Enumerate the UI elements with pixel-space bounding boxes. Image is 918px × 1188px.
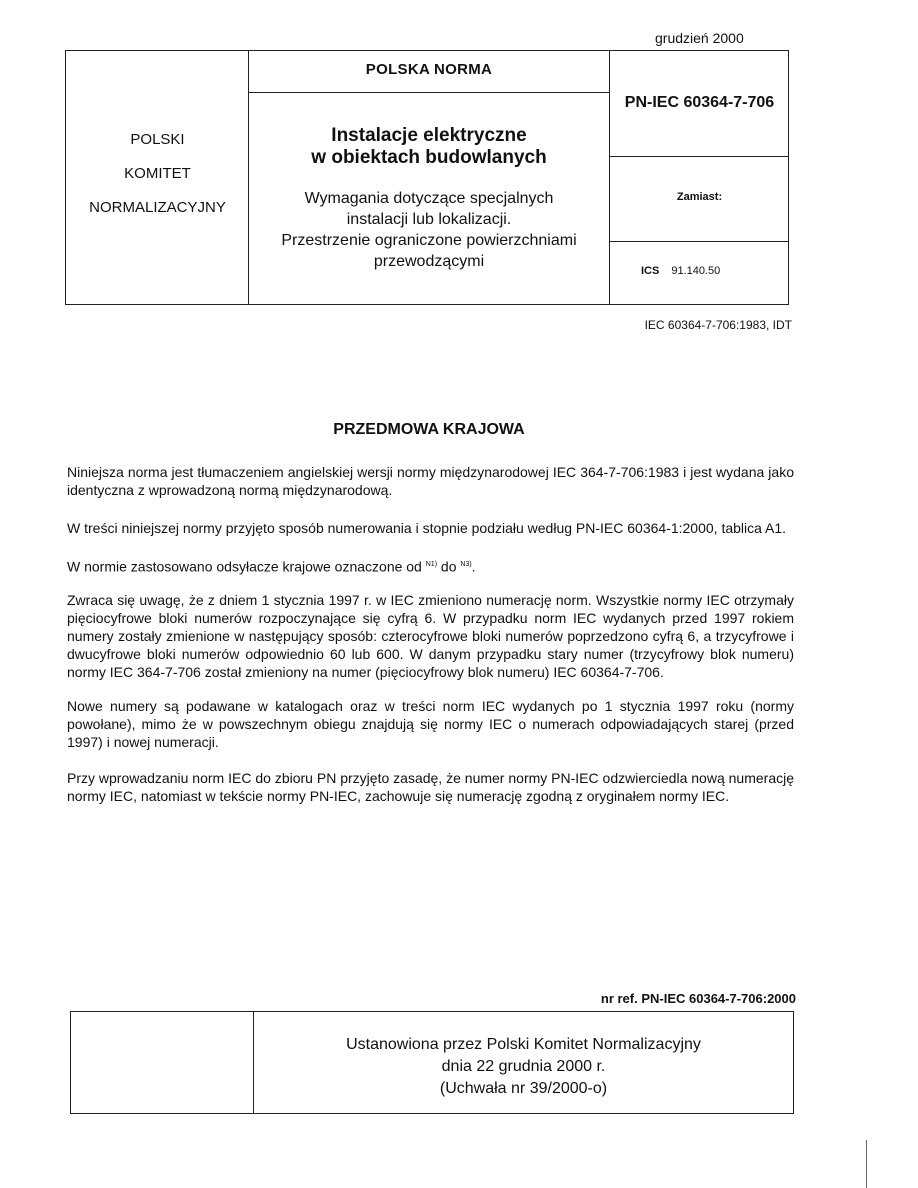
approval-text <box>254 1034 793 1100</box>
foreword-paragraph: Zwraca się uwagę, że z dniem 1 stycznia 1997 r. w IEC zmieniono numerację norm. Wszystkie normy IEC otrzymały pięciocyfrowe bloki numerów rozpoczynające się cyfrą 6. W przypadku norm IEC wydanych przed 1997 rokiem numery zostały zmienione w następujący sposób: czterocyfrowe bloki numerów poprzedzono cyfrą 6, a trzycyfrowe i dwucyfrowe bloki numerów odpowiednio 60 lub 600. W danym przypadku stary numer (trzycyfrowy blok numeru) normy IEC 364-7-706 został zmieniony na numer (pięciocyfrowy blok numeru) IEC 60364-7-706. <box>67 592 794 680</box>
committee-line: NORMALIZACYJNY <box>89 199 226 216</box>
issue-date: grudzień 2000 <box>655 30 744 46</box>
foreword-paragraph: W treści niniejszej normy przyjęto sposób numerowania i stopnie podziału według PN-IEC 60364-1:2000, tablica A1. <box>67 520 787 536</box>
title-line: Instalacje elektryczne <box>331 125 527 146</box>
footnote-marker: N3) <box>460 561 472 568</box>
approval-line: Ustanowiona przez Polski Komitet Normalizacyjny <box>346 1036 701 1053</box>
approval-table <box>70 1011 794 1114</box>
text-span: do <box>437 558 461 575</box>
foreword-title: PRZEDMOWA KRAJOWA <box>333 421 525 438</box>
norm-title <box>249 125 609 169</box>
subtitle-line: instalacji lub lokalizacji. <box>346 211 512 228</box>
foreword-paragraph: Przy wprowadzaniu norm IEC do zbioru PN przyjęto zasadę, że numer normy PN-IEC odzwierciedla nową numerację normy IEC, natomiast w tekście normy PN-IEC, zachowuje się numerację zgodną z oryginałem normy IEC. <box>67 770 794 804</box>
committee-line: POLSKI <box>130 131 185 148</box>
footnote-marker: N1) <box>425 561 438 568</box>
approval-line: (Uchwała nr 39/2000-o) <box>439 1080 608 1097</box>
ics-label: ICS <box>641 265 660 277</box>
norm-subtitle <box>249 188 609 272</box>
ics-code <box>641 265 720 277</box>
foreword-paragraph <box>67 556 794 576</box>
header-table <box>65 50 789 305</box>
committee-name <box>66 123 249 225</box>
iec-reference: IEC 60364-7-706:1983, IDT <box>644 318 792 332</box>
column-divider <box>609 51 610 304</box>
foreword-paragraph: Niniejsza norma jest tłumaczeniem angielskiej wersji normy międzynarodowej IEC 364-7-706:1983 i jest wydana jako identyczna z wprowadzoną normą międzynarodową. <box>67 464 794 498</box>
text-span: . <box>471 558 476 575</box>
row-divider <box>609 241 788 242</box>
subtitle-line: Wymagania dotyczące specjalnych <box>304 190 554 207</box>
subtitle-line: przewodzącymi <box>373 253 485 270</box>
foreword-paragraph: Nowe numery są podawane w katalogach oraz w treści norm IEC wydanych po 1 stycznia 1997 roku (normy powołane), mimo że w powszechnym obiegu znajdują się normy IEC o numerach odpowiadających starej (przed 1997) i nowej numeracji. <box>67 698 794 750</box>
committee-line: KOMITET <box>124 165 191 182</box>
ics-value: 91.140.50 <box>671 265 721 277</box>
row-divider <box>248 92 609 93</box>
replaces-label: Zamiast: <box>676 191 723 203</box>
approval-line: dnia 22 grudnia 2000 r. <box>441 1058 606 1075</box>
reference-number: nr ref. PN-IEC 60364-7-706:2000 <box>600 991 796 1006</box>
scan-edge-mark <box>866 1140 867 1188</box>
text-span: W normie zastosowano odsyłacze krajowe oznaczone od <box>67 558 426 575</box>
norm-number: PN-IEC 60364-7-706 <box>624 94 775 111</box>
title-line: w obiektach budowlanych <box>311 147 547 168</box>
norm-kind: POLSKA NORMA <box>365 61 493 78</box>
subtitle-line: Przestrzenie ograniczone powierzchniami <box>281 232 577 249</box>
row-divider <box>609 156 788 157</box>
